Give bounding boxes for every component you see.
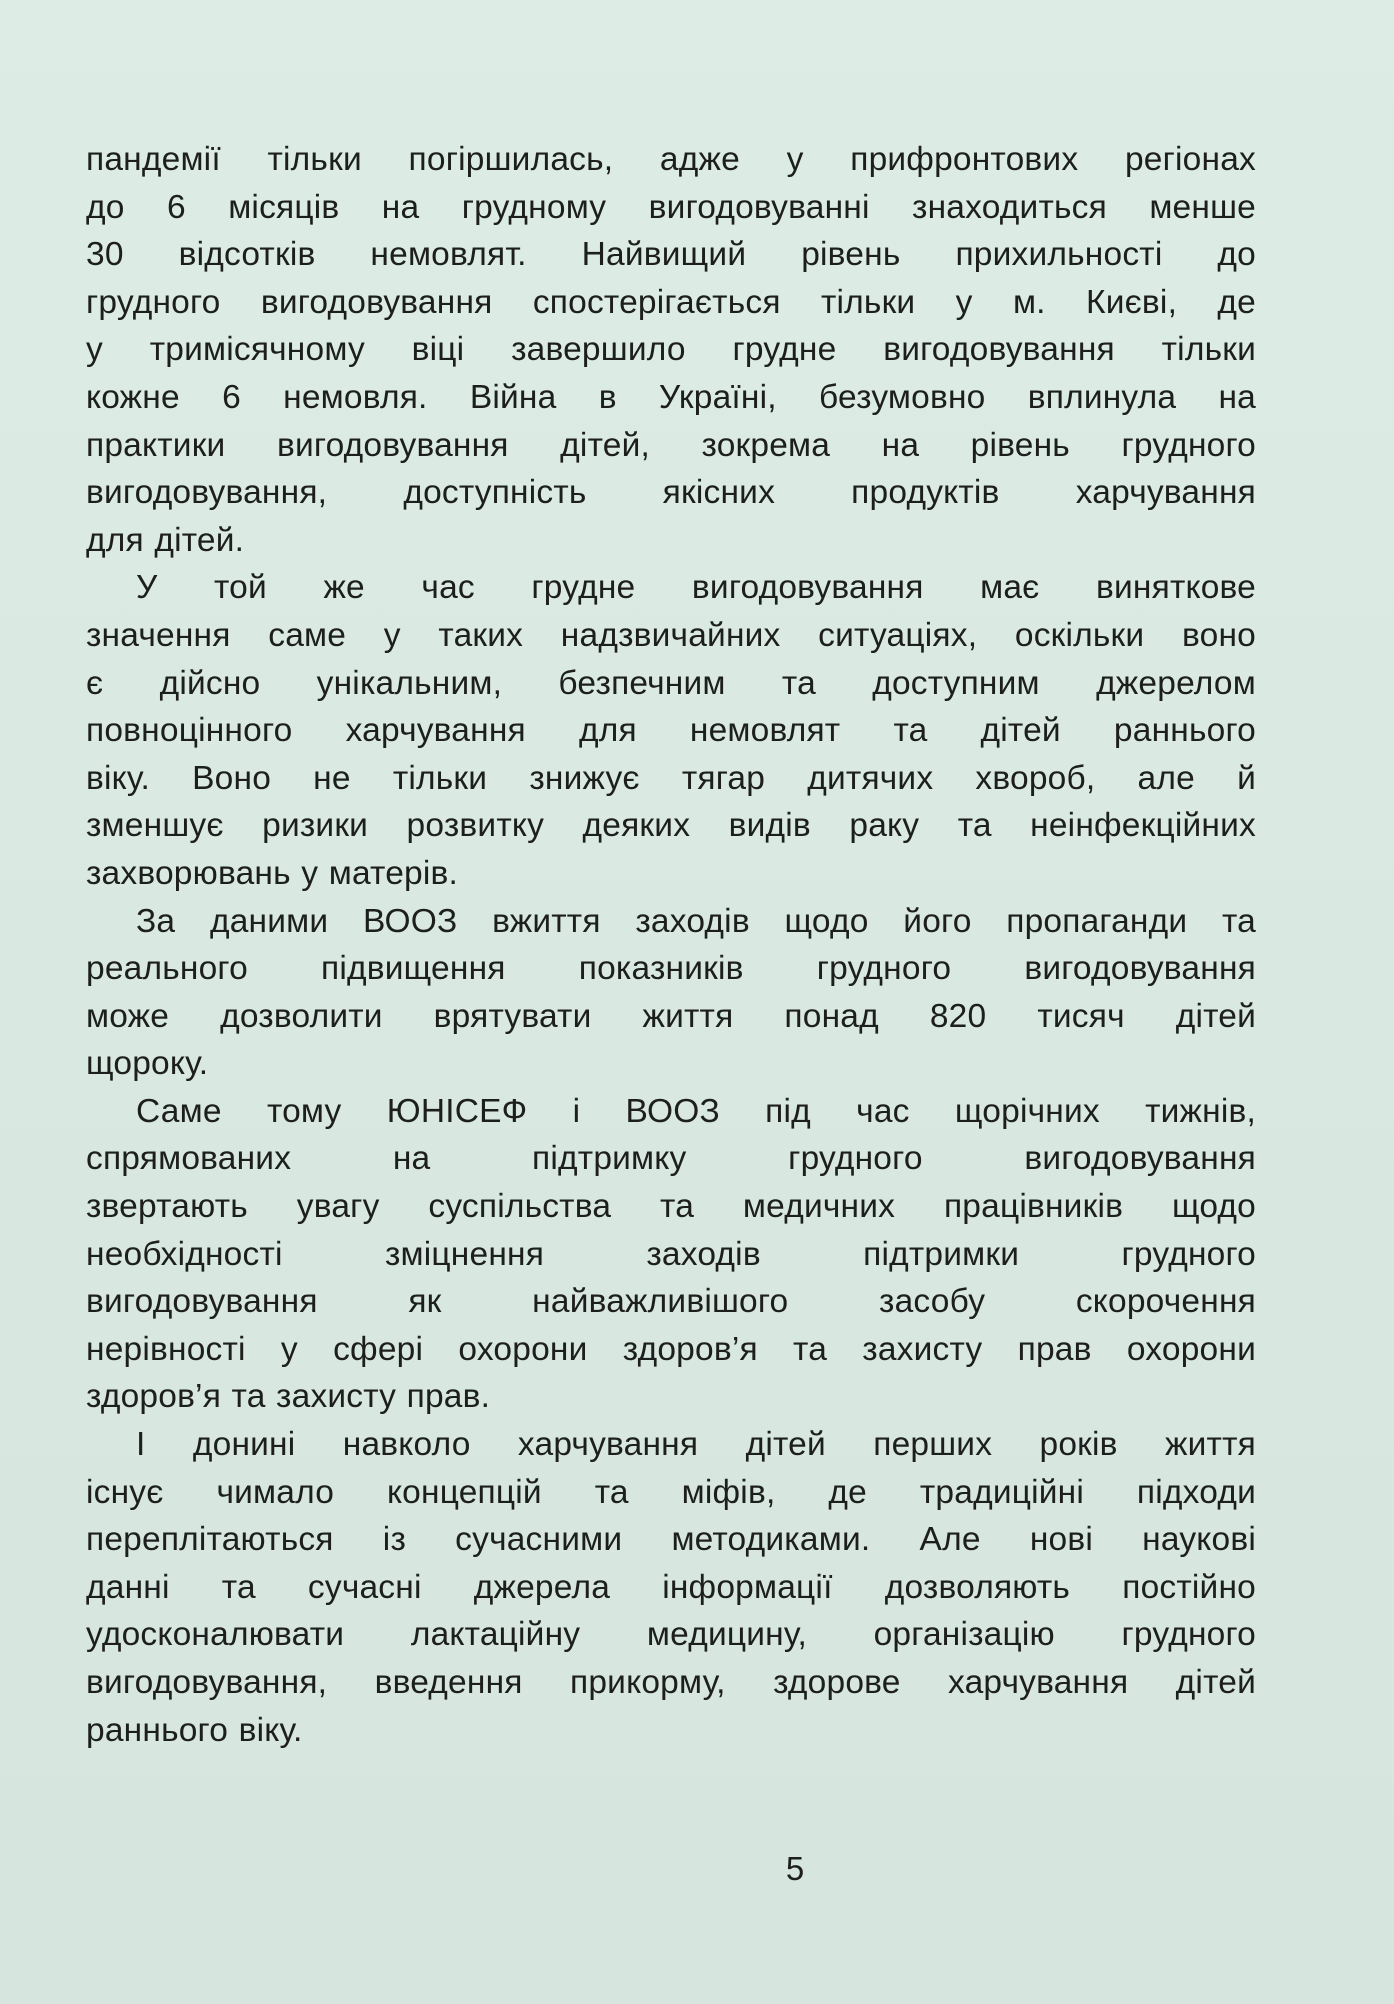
text-line: є дійсно унікальним, безпечним та доступним джерелом xyxy=(86,664,1256,702)
text-line: Саме тому ЮНІСЕФ і ВООЗ під час щорічних тижнів, xyxy=(136,1092,1256,1130)
text-line: необхідності зміцнення заходів підтримки грудного xyxy=(86,1235,1256,1273)
text-line: для дітей. xyxy=(86,521,245,559)
text-line: І донині навколо харчування дітей перших років життя xyxy=(136,1426,1256,1464)
text-line: удосконалювати лактаційну медицину, організацію грудного xyxy=(86,1616,1256,1654)
text-line: вигодовування як найважливішого засобу скорочення xyxy=(86,1283,1256,1321)
text-line: раннього віку. xyxy=(86,1711,303,1749)
text-line: нерівності у сфері охорони здоров’я та захисту прав охорони xyxy=(86,1330,1256,1368)
text-line: реального підвищення показників грудного вигодовування xyxy=(86,950,1256,988)
paragraph-2 xyxy=(86,564,1256,897)
document-page-body xyxy=(86,136,1256,1754)
text-line: За даними ВООЗ вжиття заходів щодо його пропаганди та xyxy=(136,902,1256,940)
text-line: зменшує ризики розвитку деяких видів раку та неінфекційних xyxy=(86,807,1256,845)
text-line: 30 відсотків немовлят. Найвищий рівень прихильності до xyxy=(86,236,1256,274)
text-line: переплітаються із сучасними методиками. Але нові наукові xyxy=(86,1521,1256,1559)
text-line: практики вигодовування дітей, зокрема на рівень грудного xyxy=(86,426,1256,464)
paragraph-4 xyxy=(86,1088,1256,1421)
text-line: повноцінного харчування для немовлят та дітей раннього xyxy=(86,712,1256,750)
text-line: існує чимало концепцій та міфів, де традиційні підходи xyxy=(86,1473,1256,1511)
text-line: пандемії тільки погіршилась, адже у прифронтових регіонах xyxy=(86,141,1256,178)
text-line: віку. Воно не тільки знижує тягар дитячих хвороб, але й xyxy=(86,759,1256,797)
text-line: значення саме у таких надзвичайних ситуаціях, оскільки воно xyxy=(86,616,1256,654)
text-line: вигодовування, введення прикорму, здорове харчування дітей xyxy=(86,1664,1256,1701)
page-number: 5 xyxy=(785,1850,805,1887)
text-line: у тримісячному віці завершило грудне вигодовування тільки xyxy=(86,331,1256,369)
text-line: грудного вигодовування спостерігається тільки у м. Києві, де xyxy=(86,283,1256,321)
text-line: щороку. xyxy=(86,1045,209,1083)
text-line: до 6 місяців на грудному вигодовуванні знаходиться менше xyxy=(86,188,1256,226)
text-line: данні та сучасні джерела інформації дозволяють постійно xyxy=(86,1568,1256,1606)
text-line: здоров’я та захисту прав. xyxy=(86,1378,491,1416)
text-line: спрямованих на підтримку грудного вигодовування xyxy=(86,1140,1256,1178)
paragraph-5 xyxy=(86,1421,1256,1754)
paragraph-1 xyxy=(86,136,1256,564)
paragraph-3 xyxy=(86,898,1256,1088)
text-line: У той же час грудне вигодовування має виняткове xyxy=(136,569,1256,607)
text-line: звертають увагу суспільства та медичних працівників щодо xyxy=(86,1188,1256,1226)
text-line: може дозволити врятувати життя понад 820 тисяч дітей xyxy=(86,997,1256,1035)
text-line: кожне 6 немовля. Війна в Україні, безумовно вплинула на xyxy=(86,378,1256,416)
text-line: захворювань у матерів. xyxy=(86,854,459,892)
text-line: вигодовування, доступність якісних продуктів харчування xyxy=(86,474,1256,512)
